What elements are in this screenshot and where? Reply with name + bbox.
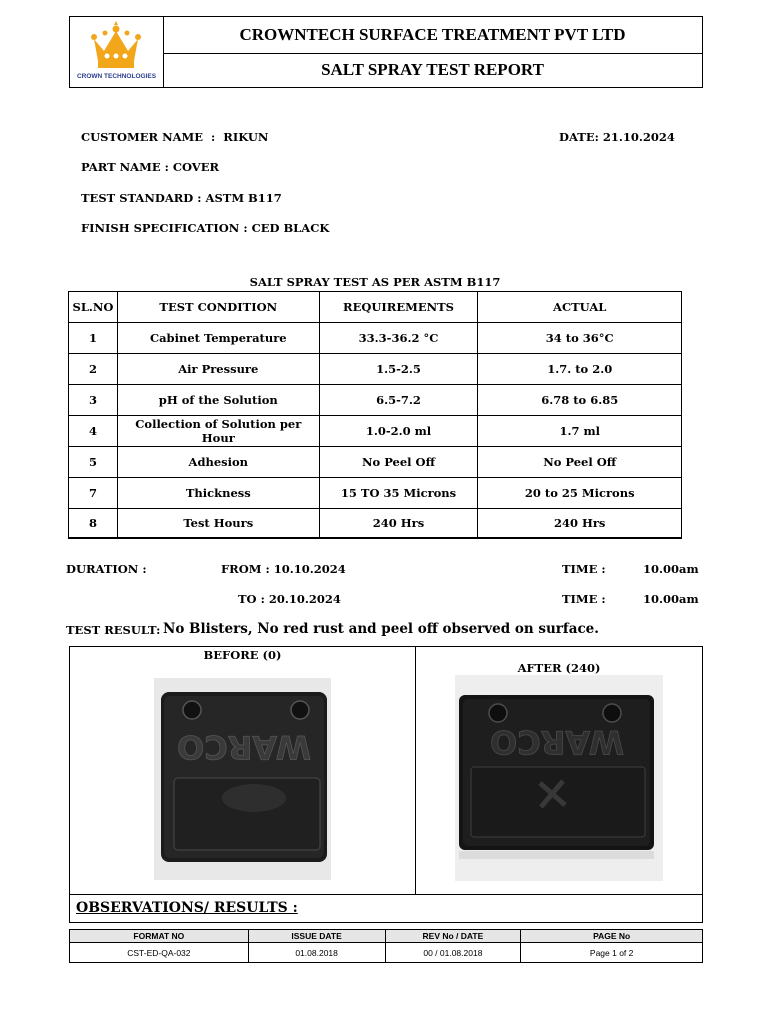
cell-sl-no: 2 xyxy=(69,354,118,385)
duration-to: TO : 20.10.2024 xyxy=(238,592,341,606)
logo-text: CROWN TECHNOLOGIES xyxy=(76,73,157,80)
cell-actual: 240 Hrs xyxy=(478,509,682,539)
table-row xyxy=(69,354,682,385)
cell-actual: 6.78 to 6.85 xyxy=(478,385,682,416)
cell-requirement: 240 Hrs xyxy=(319,509,478,539)
logo-cell xyxy=(70,17,164,87)
table-row xyxy=(69,447,682,478)
duration-label: DURATION : xyxy=(66,562,147,576)
table-row xyxy=(69,478,682,509)
cell-sl-no: 8 xyxy=(69,509,118,539)
header-actual: ACTUAL xyxy=(478,292,682,323)
cell-requirement: 1.0-2.0 ml xyxy=(319,416,478,447)
embossed-text: WARCO xyxy=(177,728,311,766)
observations-label: OBSERVATIONS/ RESULTS : xyxy=(76,900,298,916)
photos-box xyxy=(69,646,703,923)
cell-requirement: 1.5-2.5 xyxy=(319,354,478,385)
footer-issue-date: 01.08.2018 xyxy=(248,943,385,963)
time-label-end: TIME : xyxy=(562,592,606,606)
cell-requirement: 33.3-36.2 °C xyxy=(319,323,478,354)
cell-actual: 20 to 25 Microns xyxy=(478,478,682,509)
duration-from: FROM : 10.10.2024 xyxy=(221,562,346,576)
cell-sl-no: 1 xyxy=(69,323,118,354)
after-photo xyxy=(455,675,663,881)
footer-header-rev-no: REV No / DATE xyxy=(385,930,521,943)
test-result-label: TEST RESULT: xyxy=(66,623,161,637)
cell-condition: Test Hours xyxy=(117,509,319,539)
document-control-table xyxy=(69,929,703,963)
cell-condition: Cabinet Temperature xyxy=(117,323,319,354)
header-requirements: REQUIREMENTS xyxy=(319,292,478,323)
part-name: PART NAME : COVER xyxy=(81,160,220,174)
report-header xyxy=(69,16,703,88)
cell-condition: pH of the Solution xyxy=(117,385,319,416)
table-header-row xyxy=(69,292,682,323)
table-row xyxy=(69,385,682,416)
observations-divider xyxy=(70,894,702,895)
footer-header-row xyxy=(70,930,703,943)
test-standard: TEST STANDARD : ASTM B117 xyxy=(81,191,282,205)
cell-condition: Air Pressure xyxy=(117,354,319,385)
footer-value-row xyxy=(70,943,703,963)
time-label-start: TIME : xyxy=(562,562,606,576)
cell-sl-no: 4 xyxy=(69,416,118,447)
crown-logo-icon xyxy=(88,21,144,71)
cell-sl-no: 5 xyxy=(69,447,118,478)
cell-sl-no: 7 xyxy=(69,478,118,509)
report-title: SALT SPRAY TEST REPORT xyxy=(321,60,544,79)
customer-name: CUSTOMER NAME : RIKUN xyxy=(81,130,269,144)
before-label: BEFORE (0) xyxy=(203,648,282,662)
cell-actual: No Peel Off xyxy=(478,447,682,478)
footer-header-issue-date: ISSUE DATE xyxy=(248,930,385,943)
after-label: AFTER (240) xyxy=(517,661,601,675)
table-row xyxy=(69,416,682,447)
cell-requirement: 15 TO 35 Microns xyxy=(319,478,478,509)
table-caption: SALT SPRAY TEST AS PER ASTM B117 xyxy=(249,275,501,289)
table-row xyxy=(69,323,682,354)
photos-divider xyxy=(415,647,416,894)
footer-format-no: CST-ED-QA-032 xyxy=(70,943,249,963)
test-conditions-table xyxy=(68,291,682,539)
cell-sl-no: 3 xyxy=(69,385,118,416)
cell-actual: 34 to 36°C xyxy=(478,323,682,354)
finish-specification: FINISH SPECIFICATION : CED BLACK xyxy=(81,221,330,235)
header-test-condition: TEST CONDITION xyxy=(117,292,319,323)
footer-rev-no: 00 / 01.08.2018 xyxy=(385,943,521,963)
cell-requirement: No Peel Off xyxy=(319,447,478,478)
footer-header-format-no: FORMAT NO xyxy=(70,930,249,943)
test-result-text: No Blisters, No red rust and peel off observed on surface. xyxy=(163,621,599,637)
footer-header-page-no: PAGE No xyxy=(521,930,703,943)
cell-condition: Collection of Solution per Hour xyxy=(117,416,319,447)
company-name: CROWNTECH SURFACE TREATMENT PVT LTD xyxy=(163,17,702,54)
before-photo xyxy=(154,678,331,880)
time-start: 10.00am xyxy=(643,562,699,576)
cell-condition: Thickness xyxy=(117,478,319,509)
time-end: 10.00am xyxy=(643,592,699,606)
footer-page-no: Page 1 of 2 xyxy=(521,943,703,963)
report-date: DATE: 21.10.2024 xyxy=(559,130,675,144)
embossed-text: WARCO xyxy=(490,723,624,761)
cell-actual: 1.7. to 2.0 xyxy=(478,354,682,385)
header-sl-no: SL.NO xyxy=(69,292,118,323)
cell-condition: Adhesion xyxy=(117,447,319,478)
table-row xyxy=(69,509,682,539)
cell-requirement: 6.5-7.2 xyxy=(319,385,478,416)
cell-actual: 1.7 ml xyxy=(478,416,682,447)
